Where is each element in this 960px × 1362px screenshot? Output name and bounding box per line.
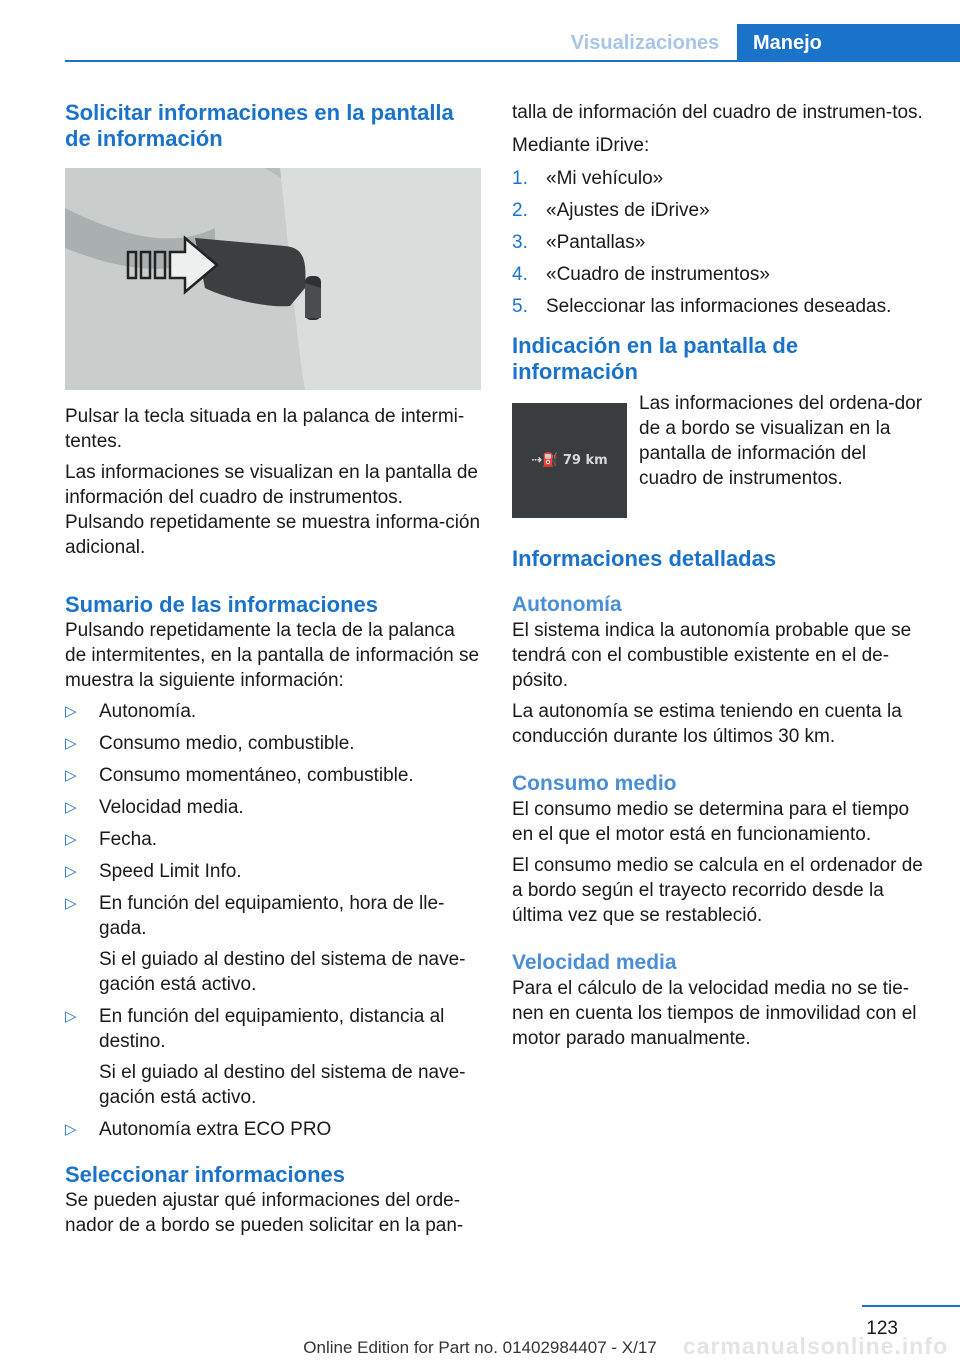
section-heading-indicacion: Indicación en la pantalla de información	[512, 333, 799, 384]
list-item-note: Si el guiado al destino del sistema de nave‐gación está activo.	[99, 1062, 466, 1108]
paragraph-autonomia-2: La autonomía se estima teniendo en cuenta la conducción durante los últimos 30 km.	[512, 701, 902, 747]
triangle-bullet-icon: ▷	[65, 767, 77, 784]
triangle-bullet-icon: ▷	[65, 863, 77, 880]
section-heading-solicitar: Solicitar informaciones en la pantalla de información	[65, 100, 454, 151]
list-item: ▷ Fecha.	[65, 829, 158, 850]
subheading-consumo: Consumo medio	[512, 772, 677, 795]
step-item: 5. Seleccionar las informaciones deseadas.	[512, 296, 892, 317]
tab-visualizaciones[interactable]: Visualizaciones	[570, 32, 720, 54]
triangle-bullet-icon: ▷	[65, 1008, 77, 1025]
info-list	[65, 699, 481, 1142]
step-item: 4. «Cuadro de instrumentos»	[512, 264, 770, 285]
triangle-bullet-icon: ▷	[65, 1121, 77, 1138]
paragraph-continued: talla de información del cuadro de instrumen‐tos.	[512, 102, 923, 123]
display-example	[512, 391, 928, 518]
paragraph-consumo-1: El consumo medio se determina para el tiempo en el que el motor está en funcionamiento.	[512, 799, 910, 845]
paragraph-sumario: Pulsando repetidamente la tecla de la palanca de intermitentes, en la pantalla de información se muestra la siguiente información:	[65, 620, 480, 691]
step-item: 2. «Ajustes de iDrive»	[512, 200, 710, 221]
paragraph-pulsar: Pulsar la tecla situada en la palanca de intermi‐tentes.	[65, 406, 465, 452]
section-heading-sumario: Sumario de las informaciones	[65, 592, 378, 617]
list-item: ▷ Consumo momentáneo, combustible.	[65, 765, 414, 786]
triangle-bullet-icon: ▷	[65, 735, 77, 752]
section-heading-seleccionar: Seleccionar informaciones	[65, 1162, 345, 1187]
paragraph-idrive: Mediante iDrive:	[512, 135, 650, 156]
list-item: ▷ Velocidad media.	[65, 797, 244, 818]
paragraph-consumo-2: El consumo medio se calcula en el ordenador de a bordo según el trayecto recorrido desde la última vez que se restableció.	[512, 855, 923, 926]
step-item: 3. «Pantallas»	[512, 232, 646, 253]
subheading-velocidad: Velocidad media	[512, 951, 677, 974]
edition-note: Online Edition for Part no. 01402984407 - X/17	[303, 1338, 657, 1357]
range-readout: ⇢⛽ 79 km	[531, 453, 608, 468]
list-item: ▷ Autonomía extra ECO PRO	[65, 1119, 332, 1140]
footer-rule	[862, 1305, 960, 1307]
paragraph-visualizan: Las informaciones se visualizan en la pantalla de información del cuadro de instrumentos. Pulsando repetidamente se muestra informa‐ción adicional.	[65, 462, 481, 558]
section-heading-detalladas: Informaciones detalladas	[512, 546, 777, 571]
idrive-steps	[512, 166, 928, 319]
right-column	[512, 100, 928, 1051]
triangle-bullet-icon: ▷	[65, 799, 77, 816]
step-item: 1. «Mi vehículo»	[512, 168, 664, 189]
paragraph-indicacion: Las informaciones del ordena‐dor de a bordo se visualizan en la pantalla de información del cuadro de instrumentos.	[639, 393, 923, 489]
list-item-note: Si el guiado al destino del sistema de nave‐gación está activo.	[99, 949, 466, 995]
info-display-image	[512, 403, 627, 518]
list-item: ▷ Speed Limit Info.	[65, 861, 242, 882]
paragraph-seleccionar: Se pueden ajustar qué informaciones del orde‐nador de a bordo se pueden solicitar en la pan‐	[65, 1190, 464, 1236]
turn-signal-lever-illustration	[65, 168, 481, 390]
page-number: 123	[866, 1318, 898, 1339]
list-item: ▷ Autonomía.	[65, 701, 197, 722]
list-item: ▷ En función del equipamiento, distancia al destino. Si el guiado al destino del sistema de nave‐gación está activo.	[65, 1004, 481, 1110]
paragraph-velocidad: Para el cálculo de la velocidad media no se tie‐nen en cuenta los tiempos de inmovilidad con el motor parado manualmente.	[512, 978, 917, 1049]
left-column	[65, 100, 481, 1238]
triangle-bullet-icon: ▷	[65, 895, 77, 912]
tab-manejo[interactable]: Manejo	[737, 24, 960, 62]
list-item: ▷ En función del equipamiento, hora de lle‐gada. Si el guiado al destino del sistema de nave‐gación está activo.	[65, 891, 481, 997]
list-item: ▷ Consumo medio, combustible.	[65, 733, 355, 754]
subheading-autonomia: Autonomía	[512, 593, 622, 616]
paragraph-autonomia-1: El sistema indica la autonomía probable que se tendrá con el combustible existente en el de‐pósito.	[512, 620, 912, 691]
triangle-bullet-icon: ▷	[65, 703, 77, 720]
watermark: carmanualsonline.info	[682, 1333, 948, 1359]
triangle-bullet-icon: ▷	[65, 831, 77, 848]
